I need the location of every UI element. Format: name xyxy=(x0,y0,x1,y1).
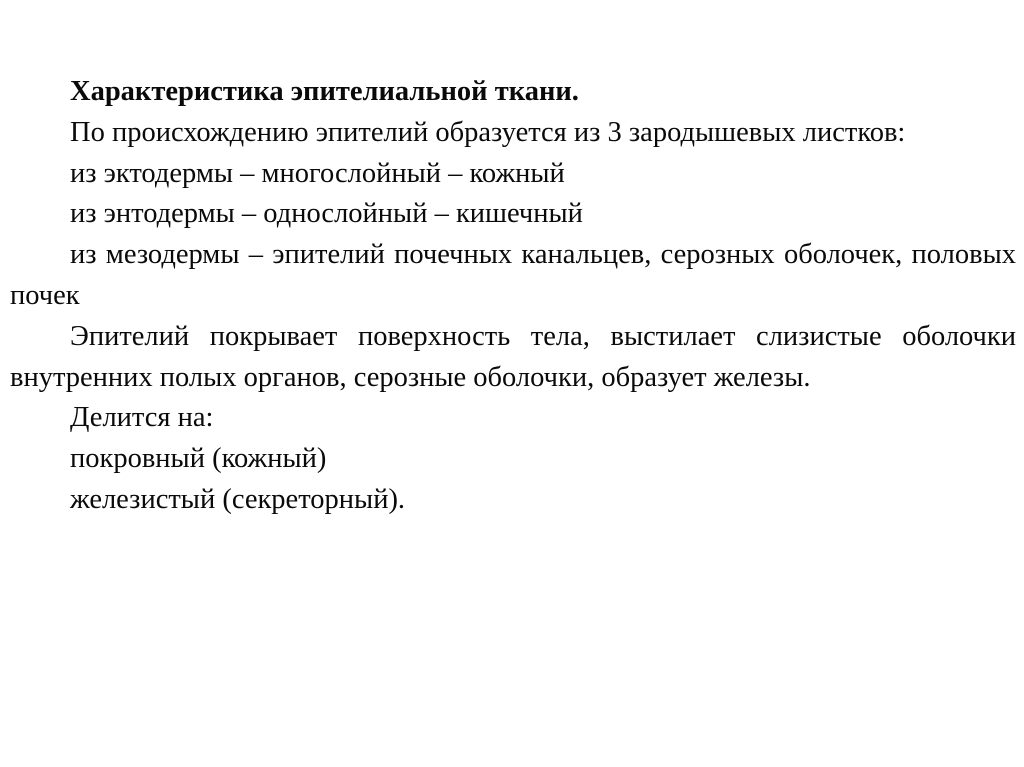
paragraph-divided: Делится на: xyxy=(70,402,214,434)
paragraph-endoderm: из энтодермы – однослойный – кишечный xyxy=(70,198,583,230)
paragraph-mesoderm: из мезодермы – эпителий почечных канальцев, серозных оболочек, половых почек xyxy=(10,239,1016,311)
paragraph-ectoderm: из эктодермы – многослойный – кожный xyxy=(70,157,565,189)
paragraph-covering: покровный (кожный) xyxy=(70,443,327,475)
paragraph-origin: По происхождению эпителий образуется из 3 зародышевых листков: xyxy=(70,116,906,148)
paragraph-function: Эпителий покрывает поверхность тела, выстилает слизистые оболочки внутренних полых органов, серозные оболочки, образует железы. xyxy=(10,320,1016,393)
slide-content xyxy=(10,72,1016,521)
paragraph-glandular: железистый (секреторный). xyxy=(70,483,406,515)
document-title: Характеристика эпителиальной ткани. xyxy=(70,76,579,107)
